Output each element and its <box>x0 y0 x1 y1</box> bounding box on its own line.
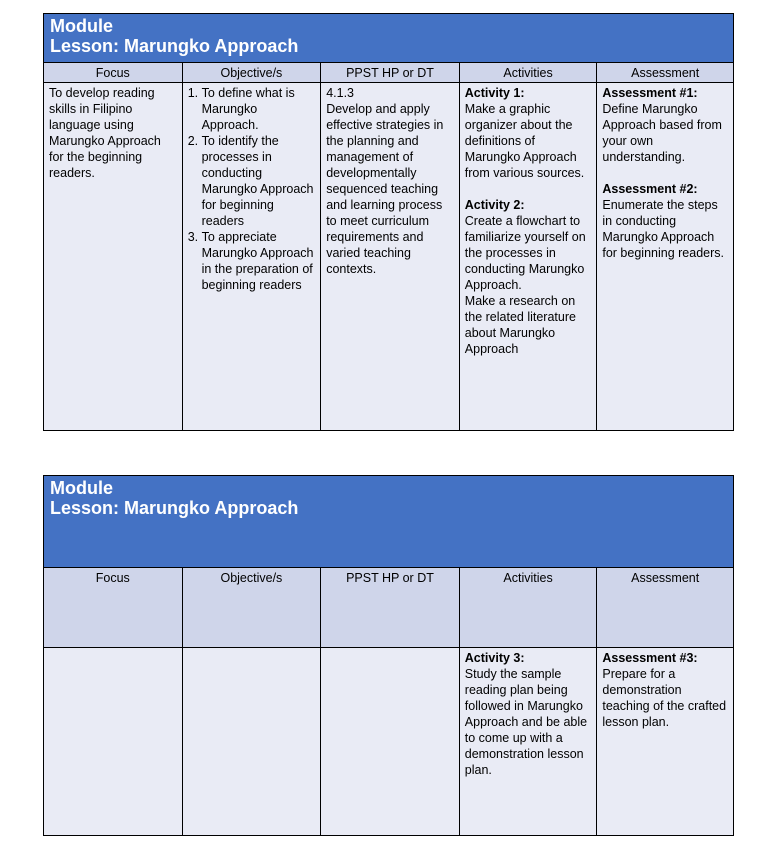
module-title: Module <box>50 16 113 36</box>
activity-text: Create a flowchart to familiarize yourself on the processes in conducting Marungko Approach. <box>464 214 586 292</box>
column-header-activities: Activities <box>460 63 598 82</box>
ppst-text: Develop and apply effective strategies in the planning and management of developmentally sequenced teaching and learning process to meet curriculum requirements and varied teaching contexts. <box>326 102 444 276</box>
focus-cell <box>44 83 183 430</box>
table-row <box>44 648 733 835</box>
activity-title: Activity 3: <box>464 651 525 665</box>
table-header <box>44 14 733 63</box>
assessment-cell <box>597 648 733 835</box>
column-header-row <box>44 63 733 83</box>
assessment-text: Prepare for a demonstration teaching of the crafted lesson plan. <box>602 667 727 729</box>
objectives-list <box>188 85 317 293</box>
ppst-cell <box>321 83 460 430</box>
objectives-cell <box>183 648 322 835</box>
activity-title: Activity 2: <box>464 198 525 212</box>
lesson-table-2 <box>43 475 734 836</box>
column-header-objectives: Objective/s <box>183 568 322 647</box>
assessment-title: Assessment #1: <box>602 86 698 100</box>
lesson-title: Lesson: Marungko Approach <box>50 36 299 56</box>
column-header-ppst: PPST HP or DT <box>321 568 460 647</box>
column-header-focus: Focus <box>44 63 183 82</box>
lesson-table-1 <box>43 13 734 431</box>
objective-item: 2. To identify the processes in conducting Marungko Approach for beginning readers <box>202 133 317 229</box>
assessment-title: Assessment #3: <box>602 651 698 665</box>
focus-cell <box>44 648 183 835</box>
activity-title: Activity 1: <box>464 86 525 100</box>
activity-text: Study the sample reading plan being followed in Marungko Approach and be able to come up with a demonstration lesson plan. <box>464 667 588 777</box>
column-header-activities: Activities <box>460 568 598 647</box>
assessment-cell <box>597 83 733 430</box>
activity-text: Make a graphic organizer about the definitions of Marungko Approach from various sources. <box>464 102 585 180</box>
column-header-objectives: Objective/s <box>183 63 322 82</box>
lesson-title: Lesson: Marungko Approach <box>50 498 299 518</box>
objective-item: 1. To define what is Marungko Approach. <box>202 85 317 133</box>
activities-cell <box>460 83 598 430</box>
table-row <box>44 83 733 430</box>
focus-text: To develop reading skills in Filipino language using Marungko Approach for the beginning readers. <box>49 86 161 180</box>
module-title: Module <box>50 478 113 498</box>
column-header-row <box>44 568 733 648</box>
activity-text: Make a research on the related literature about Marungko Approach <box>464 294 576 356</box>
ppst-cell <box>321 648 460 835</box>
table-header <box>44 476 733 568</box>
column-header-assessment: Assessment <box>631 571 700 585</box>
assessment-text: Define Marungko Approach based from your own understanding. <box>602 102 722 164</box>
column-header-assessment: Assessment <box>631 66 700 80</box>
objective-item: 3. To appreciate Marungko Approach in the preparation of beginning readers <box>202 229 317 293</box>
objectives-cell <box>183 83 322 430</box>
column-header-ppst: PPST HP or DT <box>321 63 460 82</box>
assessment-text: Enumerate the steps in conducting Marungko Approach for beginning readers. <box>602 198 724 260</box>
column-header-focus: Focus <box>44 568 183 647</box>
activities-cell <box>460 648 598 835</box>
ppst-code: 4.1.3 <box>326 86 354 100</box>
assessment-title: Assessment #2: <box>602 182 698 196</box>
